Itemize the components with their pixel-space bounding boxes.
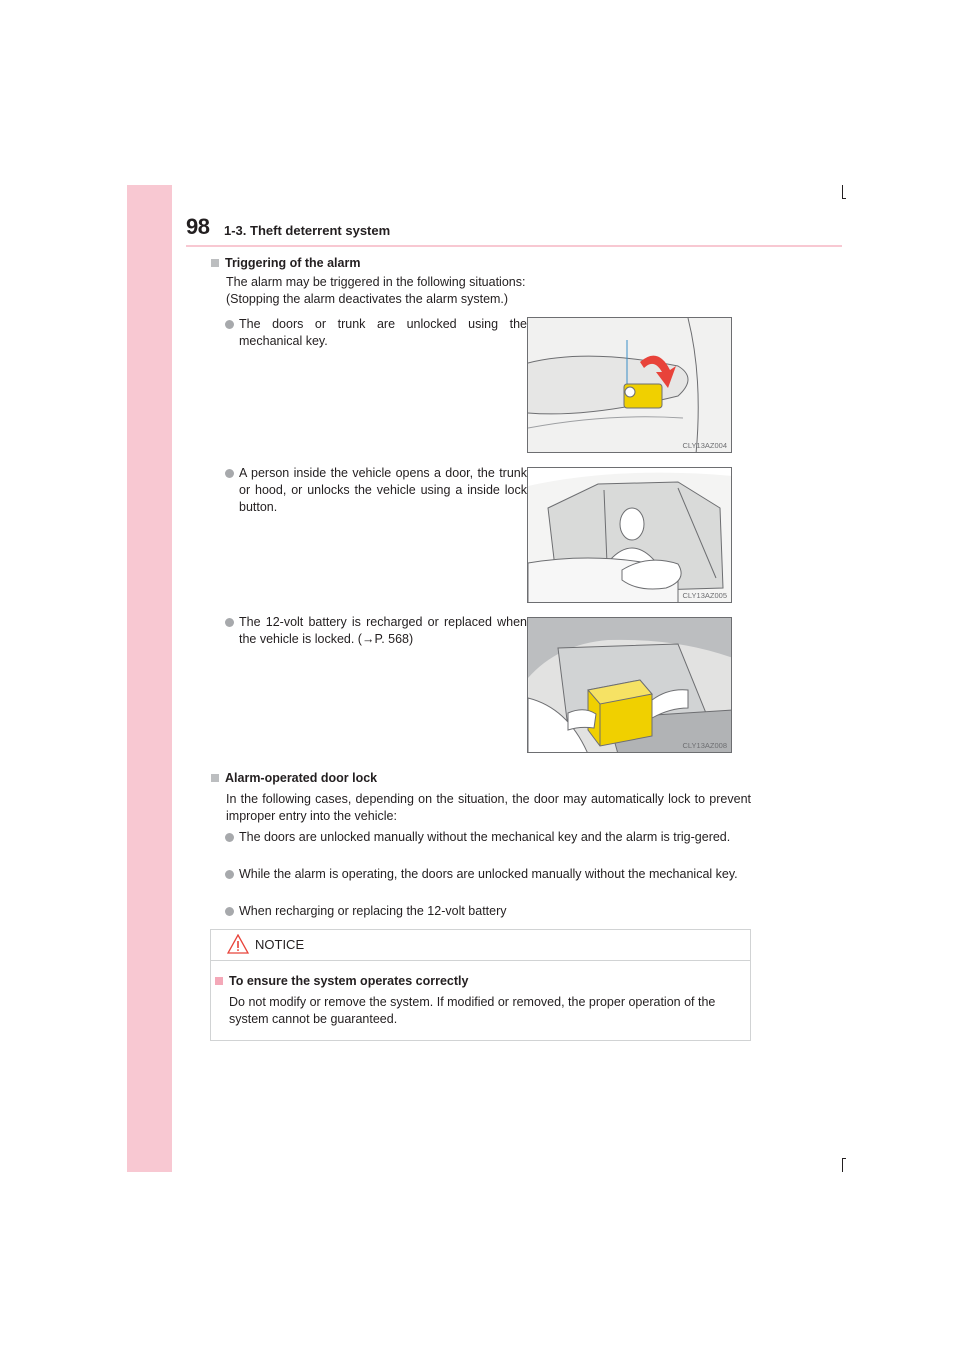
figure-person-inside <box>527 467 732 603</box>
round-bullet-icon <box>225 870 234 879</box>
triggering-item-3 <box>225 614 527 648</box>
triggering-item-1 <box>225 316 527 350</box>
triggering-heading <box>211 256 360 270</box>
figure-mechanical-key <box>527 317 732 453</box>
person-in-car-illustration <box>528 468 732 603</box>
triggering-item-2 <box>225 465 527 516</box>
round-bullet-icon <box>225 833 234 842</box>
notice-box <box>210 929 751 1041</box>
door-lock-item-2 <box>225 866 765 883</box>
triggering-item-1-text: The doors or trunk are unlocked using the mechanical key. <box>239 317 527 348</box>
door-lock-item-2-text: While the alarm is operating, the doors are unlocked manually without the mechanical key. <box>239 867 738 881</box>
triggering-intro-2: (Stopping the alarm deactivates the alarm system.) <box>226 292 509 306</box>
square-bullet-icon <box>211 774 219 782</box>
triggering-item-3-text: The 12-volt battery is recharged or replaced when the vehicle is locked. (→P. 568) <box>239 615 527 646</box>
door-lock-heading <box>211 771 377 785</box>
figure-code: CLY13AZ004 <box>682 441 727 450</box>
figure-code: CLY13AZ005 <box>682 591 727 600</box>
header-rule <box>186 245 842 247</box>
notice-heading <box>215 974 468 988</box>
page-number: 98 <box>186 214 210 239</box>
round-bullet-icon <box>225 907 234 916</box>
figure-code: CLY13AZ008 <box>682 741 727 750</box>
notice-title: NOTICE <box>255 937 305 952</box>
door-lock-item-1 <box>225 829 765 846</box>
chapter-tab-strip <box>127 185 172 1172</box>
section-title: 1-3. Theft deterrent system <box>224 223 391 238</box>
notice-heading-text: To ensure the system operates correctly <box>229 974 469 988</box>
door-handle-key-illustration <box>528 318 732 453</box>
crop-mark-top-foot <box>842 198 846 199</box>
triggering-item-2-text: A person inside the vehicle opens a door, the trunk or hood, or unlocks the vehicle using a inside lock button. <box>239 466 527 514</box>
round-bullet-icon <box>225 469 234 478</box>
notice-body: Do not modify or remove the system. If modified or removed, the proper operation of the system cannot be guaranteed. <box>229 995 716 1026</box>
door-lock-item-1-text: The doors are unlocked manually without the mechanical key and the alarm is trig-gered. <box>239 830 731 844</box>
triggering-intro-1: The alarm may be triggered in the following situations: <box>226 275 526 289</box>
door-lock-item-3 <box>225 903 765 920</box>
square-bullet-icon <box>211 259 219 267</box>
crop-mark-bottom <box>842 1158 843 1172</box>
crop-mark-bottom-foot <box>842 1158 846 1159</box>
round-bullet-icon <box>225 618 234 627</box>
crop-mark-top <box>842 185 843 199</box>
door-lock-item-3-text: When recharging or replacing the 12-volt battery <box>239 904 507 918</box>
battery-trunk-illustration <box>528 618 732 753</box>
warning-triangle-icon <box>227 934 249 954</box>
triggering-heading-text: Triggering of the alarm <box>225 256 361 270</box>
door-lock-heading-text: Alarm-operated door lock <box>225 771 378 785</box>
figure-battery <box>527 617 732 753</box>
round-bullet-icon <box>225 320 234 329</box>
door-lock-intro: In the following cases, depending on the situation, the door may automatically lock to prevent improper entry into the vehicle: <box>226 792 751 823</box>
square-bullet-icon <box>215 977 223 985</box>
notice-header <box>211 930 750 961</box>
